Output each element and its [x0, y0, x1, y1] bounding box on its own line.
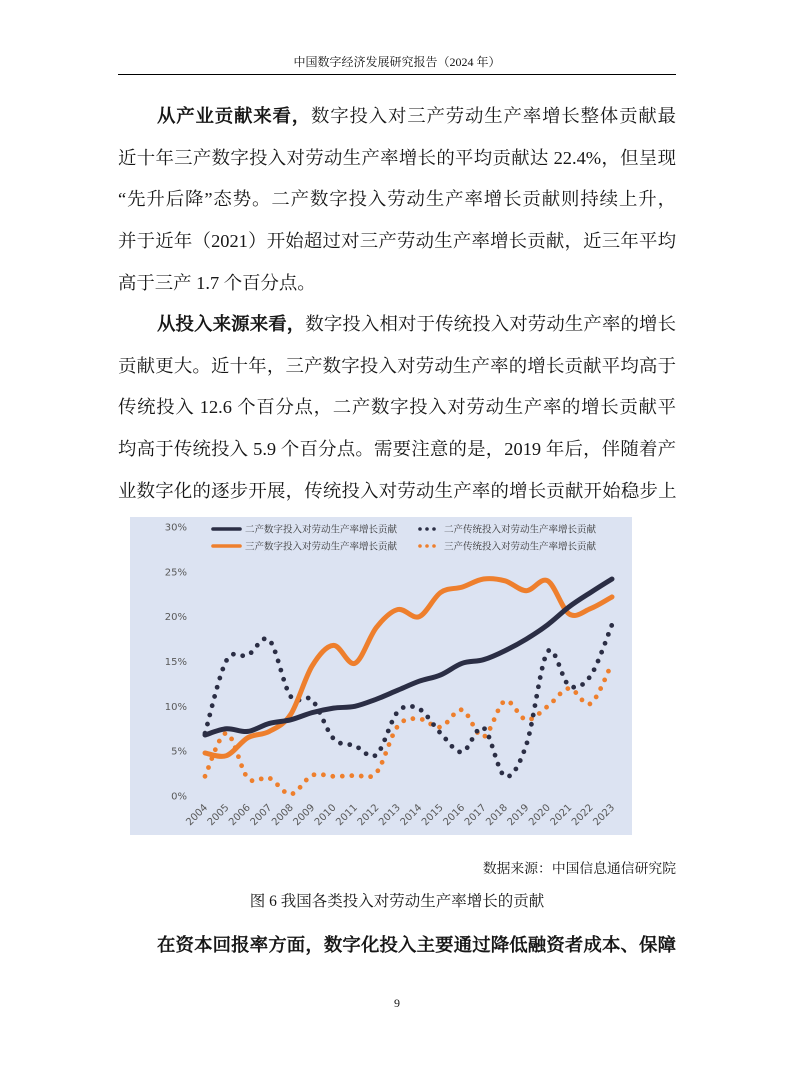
- x-tick-label: 2012: [355, 802, 382, 829]
- paragraph-line: 业数字化的逐步开展，传统投入对劳动生产率的增长贡献开始稳步上: [118, 480, 676, 501]
- y-tick-label: 10%: [164, 701, 187, 713]
- paragraph-text: 数字投入对三产劳动生产率增长整体贡献最: [311, 106, 676, 127]
- running-header: 中国数字经济发展研究报告（2024 年）: [293, 55, 501, 69]
- series-tertiary-digital-line: [205, 579, 612, 757]
- x-tick-label: 2017: [462, 802, 489, 829]
- x-tick-label: 2007: [248, 802, 275, 829]
- paragraph-text: 数字投入相对于传统投入对劳动生产率的增长: [305, 314, 676, 335]
- paragraph-line: 并于近年（2021）开始超过对三产劳动生产率增长贡献，近三年平均: [118, 231, 676, 252]
- x-tick-label: 2014: [398, 802, 425, 829]
- x-tick-label: 2005: [205, 802, 232, 829]
- paragraph-lead-industry: 从产业贡献来看，: [157, 106, 312, 127]
- contribution-chart: [130, 517, 632, 835]
- y-tick-label: 15%: [164, 657, 187, 668]
- x-tick-label: 2021: [548, 802, 575, 829]
- x-tick-label: 2004: [184, 802, 211, 829]
- y-tick-label: 5%: [171, 746, 187, 758]
- legend-label: 二产数字投入对劳动生产率增长贡献: [245, 524, 398, 536]
- series-secondary-traditional-line: [205, 625, 612, 777]
- legend-label: 二产传统投入对劳动生产率增长贡献: [444, 524, 597, 536]
- x-tick-label: 2016: [441, 802, 468, 829]
- legend-label: 三产数字投入对劳动生产率增长贡献: [245, 541, 398, 553]
- line-chart: [130, 517, 632, 835]
- x-tick-label: 2010: [312, 802, 339, 829]
- x-tick-label: 2018: [484, 802, 511, 829]
- x-tick-label: 2022: [569, 802, 596, 829]
- paragraph-lead-source: 从投入来源来看，: [157, 314, 306, 335]
- x-tick-label: 2013: [377, 802, 403, 829]
- series-secondary-digital-line: [205, 579, 612, 735]
- y-tick-label: 25%: [164, 567, 187, 579]
- paragraph-line: “先升后降”态势。二产数字投入劳动生产率增长贡献则持续上升，: [118, 189, 676, 210]
- x-tick-label: 2011: [334, 802, 361, 829]
- x-tick-label: 2023: [591, 802, 618, 829]
- page-number: 9: [394, 996, 400, 1010]
- paragraph-line: 近十年三产数字投入对劳动生产率增长的平均贡献达 22.4%，但呈现: [118, 147, 676, 168]
- figure-source: 数据来源：中国信息通信研究院: [482, 861, 676, 876]
- header-rule: [118, 74, 676, 75]
- x-tick-label: 2020: [527, 802, 553, 829]
- body-text: [118, 96, 676, 512]
- legend-label: 三产传统投入对劳动生产率增长贡献: [444, 541, 597, 553]
- x-tick-label: 2006: [227, 802, 253, 829]
- y-tick-label: 20%: [164, 612, 187, 624]
- x-tick-label: 2008: [270, 802, 296, 829]
- paragraph-line: [157, 96, 676, 138]
- x-tick-label: 2015: [419, 802, 446, 829]
- paragraph-line: [157, 304, 676, 346]
- paragraph-line: 贡献更大。近十年，三产数字投入对劳动生产率的增长贡献平均高于: [118, 355, 676, 376]
- paragraph-line: 均高于传统投入 5.9 个百分点。需要注意的是，2019 年后，伴随着产: [118, 439, 676, 460]
- y-tick-label: 30%: [164, 522, 187, 534]
- figure-caption: 图 6 我国各类投入对劳动生产率增长的贡献: [249, 893, 545, 910]
- paragraph-line: 传统投入 12.6 个百分点，二产数字投入对劳动生产率的增长贡献平: [118, 397, 676, 418]
- x-tick-label: 2009: [291, 802, 318, 829]
- next-paragraph-lead: 在资本回报率方面，数字化投入主要通过降低融资者成本、保障: [157, 935, 676, 956]
- x-tick-label: 2019: [505, 802, 532, 829]
- y-tick-label: 0%: [171, 791, 187, 803]
- paragraph-line: 高于三产 1.7 个百分点。: [118, 272, 316, 293]
